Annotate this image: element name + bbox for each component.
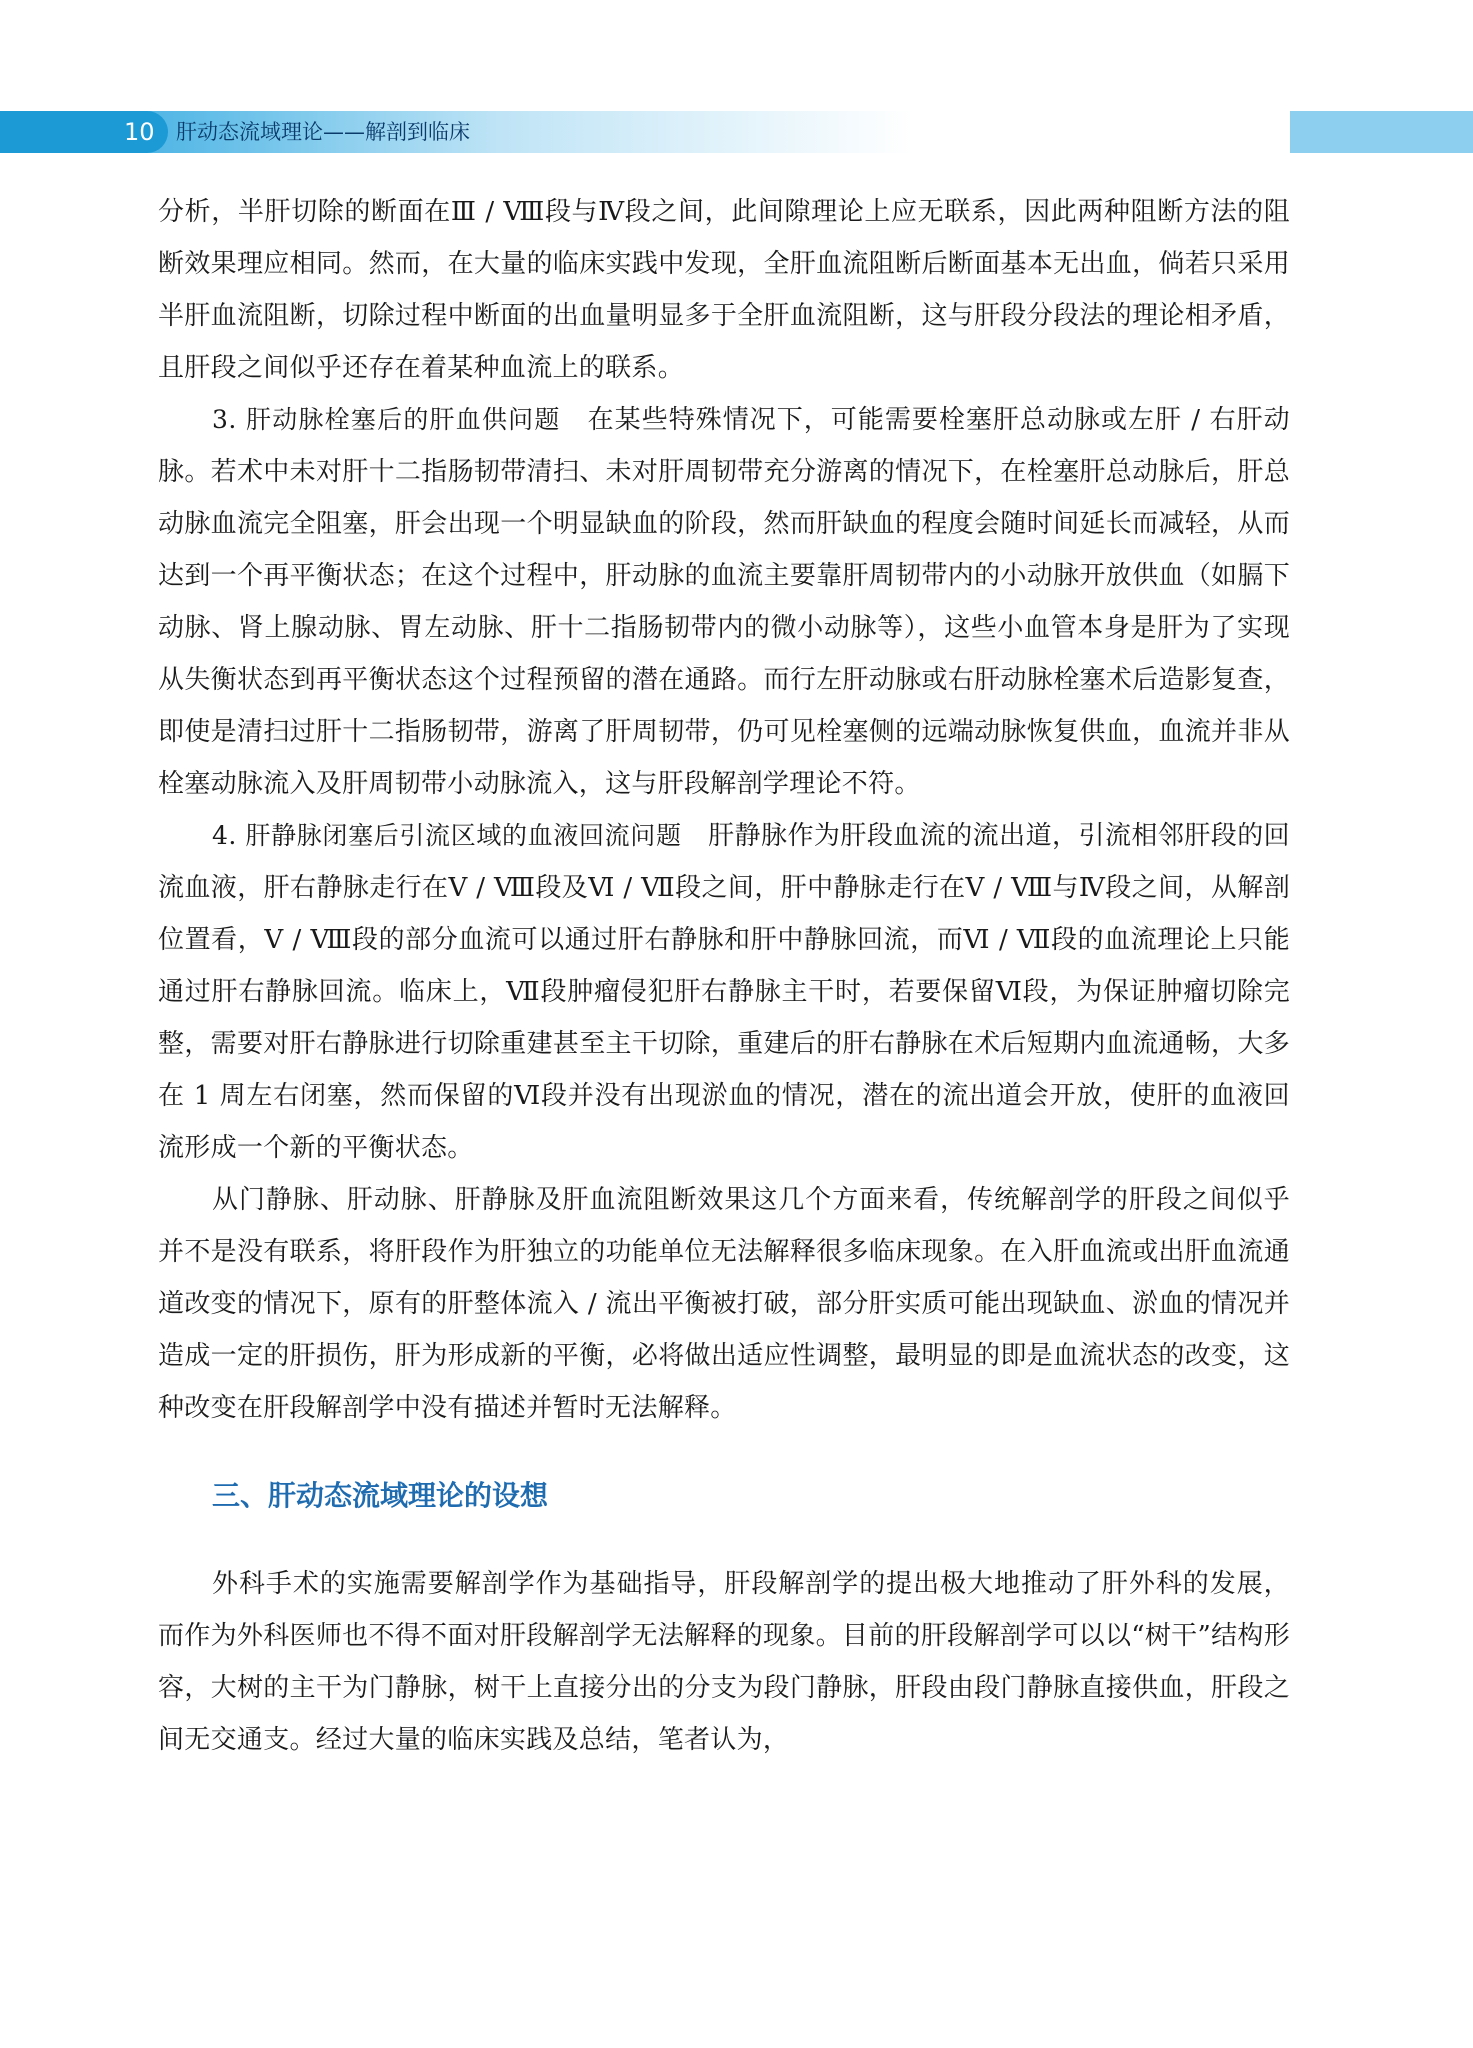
- subsection-heading-4: 4. 肝静脉闭塞后引流区域的血液回流问题: [212, 821, 682, 850]
- section-title: 三、肝动态流域理论的设想: [212, 1479, 549, 1512]
- running-title-sub: 解剖到临床: [365, 120, 470, 144]
- paragraph-3-text: 肝静脉作为肝段血流的流出道，引流相邻肝段的回流血液，肝右静脉走行在Ⅴ / Ⅷ段及Ⅵ / Ⅶ段之间，肝中静脉走行在Ⅴ / Ⅷ与Ⅳ段之间，从解剖位置看，Ⅴ / Ⅷ段的部分血流可以通过肝右静脉和肝中静脉回流，而Ⅵ / Ⅶ段的血流理论上只能通过肝右静脉回流。临床上，Ⅶ段肿瘤侵犯肝右静脉主干时，若要保留Ⅵ段，为保证肿瘤切除完整，需要对肝右静脉进行切除重建甚至主干切除，重建后的肝右静脉在术后短期内血流通畅，大多在 1 周左右闭塞，然而保留的Ⅵ段并没有出现淤血的情况，潜在的流出道会开放，使肝的血液回流形成一个新的平衡状态。: [158, 821, 1290, 1163]
- page-body: [158, 186, 1290, 1766]
- running-title-main: 肝动态流域理论: [176, 120, 323, 144]
- paragraph-2-text: 在某些特殊情况下，可能需要栓塞肝总动脉或左肝 / 右肝动脉。若术中未对肝十二指肠韧带清扫、未对肝周韧带充分游离的情况下，在栓塞肝总动脉后，肝总动脉血流完全阻塞，肝会出现一个明显缺血的阶段，然而肝缺血的程度会随时间延长而减轻，从而达到一个再平衡状态；在这个过程中，肝动脉的血流主要靠肝周韧带内的小动脉开放供血（如膈下动脉、肾上腺动脉、胃左动脉、肝十二指肠韧带内的微小动脉等），这些小血管本身是肝为了实现从失衡状态到再平衡状态这个过程预留的潜在通路。而行左肝动脉或右肝动脉栓塞术后造影复查，即使是清扫过肝十二指肠韧带，游离了肝周韧带，仍可见栓塞侧的远端动脉恢复供血，血流并非从栓塞动脉流入及肝周韧带小动脉流入，这与肝段解剖学理论不符。: [158, 405, 1290, 799]
- paragraph-4: 从门静脉、肝动脉、肝静脉及肝血流阻断效果这几个方面来看，传统解剖学的肝段之间似乎并不是没有联系，将肝段作为肝独立的功能单位无法解释很多临床现象。在入肝血流或出肝血流通道改变的情况下，原有的肝整体流入 / 流出平衡被打破，部分肝实质可能出现缺血、淤血的情况并造成一定的肝损伤，肝为形成新的平衡，必将做出适应性调整，最明显的即是血流状态的改变，这种改变在肝段解剖学中没有描述并暂时无法解释。: [158, 1185, 1290, 1423]
- paragraph-5: 外科手术的实施需要解剖学作为基础指导，肝段解剖学的提出极大地推动了肝外科的发展，而作为外科医师也不得不面对肝段解剖学无法解释的现象。目前的肝段解剖学可以以“树干”结构形容，大树的主干为门静脉，树干上直接分出的分支为段门静脉，肝段由段门静脉直接供血，肝段之间无交通支。经过大量的临床实践及总结，笔者认为，: [158, 1569, 1290, 1755]
- subsection-heading-3: 3. 肝动脉栓塞后的肝血供问题: [212, 405, 561, 434]
- paragraph-1: 分析，半肝切除的断面在Ⅲ / Ⅷ段与Ⅳ段之间，此间隙理论上应无联系，因此两种阻断方法的阻断效果理应相同。然而，在大量的临床实践中发现，全肝血流阻断后断面基本无出血，倘若只采用半肝血流阻断，切除过程中断面的出血量明显多于全肝血流阻断，这与肝段分段法的理论相矛盾，且肝段之间似乎还存在着某种血流上的联系。: [158, 197, 1290, 383]
- paragraph-3: [158, 810, 1290, 1174]
- header-right-block: [1290, 111, 1473, 153]
- paragraph-2: [158, 394, 1290, 810]
- running-title: [176, 111, 470, 153]
- running-title-separator: ——: [323, 120, 365, 144]
- section-spacer: [158, 1524, 1290, 1558]
- page-number: 10: [124, 118, 155, 146]
